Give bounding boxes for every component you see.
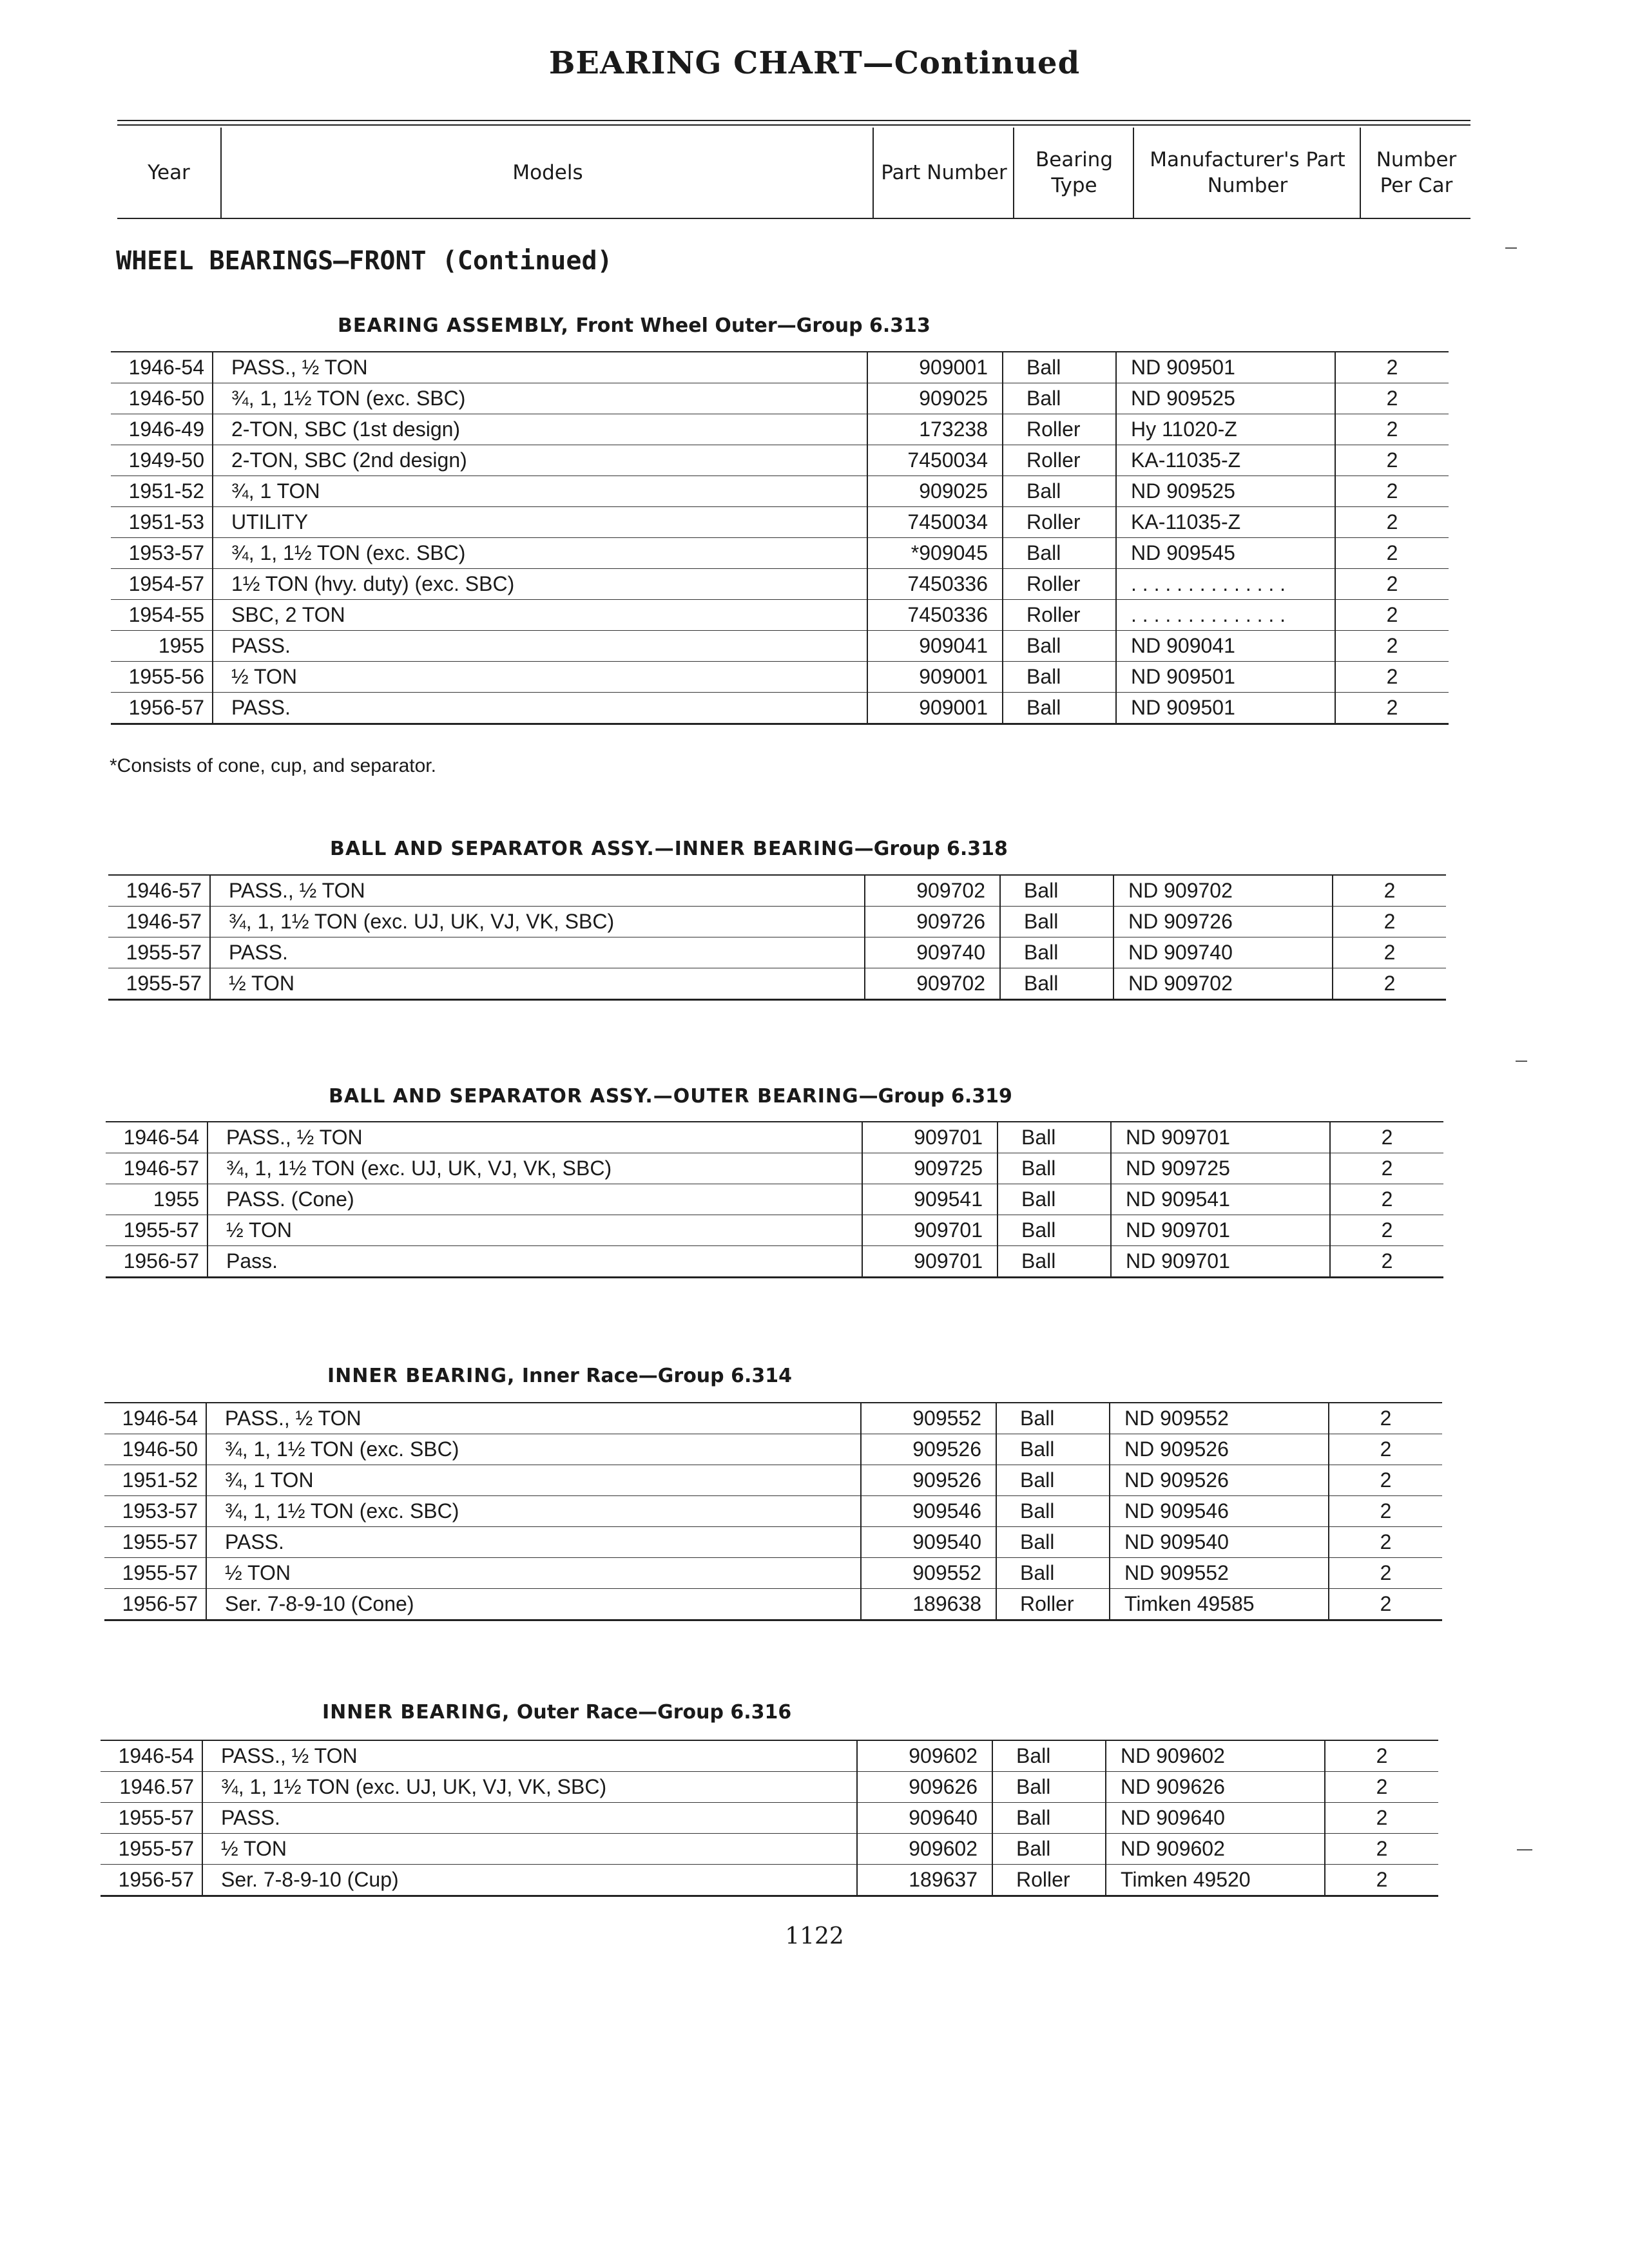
table-row: [104, 1558, 1442, 1589]
part-number-cell: 909526: [861, 1465, 996, 1496]
mfr-part-cell: ND 909526: [1110, 1434, 1329, 1465]
mfr-part-cell: ND 909740: [1113, 937, 1333, 968]
number-per-car-cell: 2: [1335, 693, 1449, 724]
number-per-car-cell: 2: [1335, 662, 1449, 693]
margin-mark: [1505, 247, 1517, 249]
mfr-part-cell: ND 909501: [1116, 662, 1335, 693]
bearing-type-cell: Ball: [1000, 875, 1113, 907]
section-title-rest: Outer Race—Group 6.316: [510, 1701, 792, 1724]
table-row: [111, 631, 1449, 662]
mfr-part-cell: . . . . . . . . . . . . . .: [1116, 600, 1335, 631]
year-cell: 1953-57: [111, 538, 213, 569]
part-number-cell: 909701: [862, 1122, 998, 1153]
number-per-car-cell: 2: [1335, 414, 1449, 445]
table-row: [101, 1740, 1438, 1772]
header-part-number: Part Number: [872, 128, 1014, 218]
part-number-cell: 7450034: [867, 445, 1003, 476]
year-cell: 1955-57: [106, 1215, 207, 1246]
bearing-type-cell: Roller: [1003, 414, 1116, 445]
table-row: [111, 569, 1449, 600]
bearing-type-cell: Ball: [996, 1403, 1110, 1434]
part-number-cell: 909702: [865, 875, 1000, 907]
model-cell: PASS.: [213, 631, 867, 662]
part-number-cell: 7450034: [867, 507, 1003, 538]
model-cell: PASS., ½ TON: [207, 1122, 862, 1153]
bearing-type-cell: Ball: [1003, 538, 1116, 569]
bearing-type-cell: Ball: [1000, 907, 1113, 937]
model-cell: ¾, 1, 1½ TON (exc. SBC): [213, 383, 867, 414]
table-row: [111, 445, 1449, 476]
model-cell: SBC, 2 TON: [213, 600, 867, 631]
bearing-type-cell: Ball: [1003, 352, 1116, 383]
table-row: [111, 352, 1449, 383]
mfr-part-cell: ND 909602: [1106, 1834, 1325, 1865]
model-cell: 2-TON, SBC (1st design): [213, 414, 867, 445]
bearing-type-cell: Ball: [998, 1246, 1111, 1278]
section-heading: WHEEL BEARINGS—FRONT (Continued): [116, 246, 613, 276]
model-cell: PASS.: [210, 937, 865, 968]
part-number-cell: 909546: [861, 1496, 996, 1527]
mfr-part-cell: ND 909640: [1106, 1803, 1325, 1834]
table-row: [101, 1834, 1438, 1865]
year-cell: 1954-57: [111, 569, 213, 600]
header-models: Models: [220, 128, 874, 218]
year-cell: 1955: [106, 1184, 207, 1215]
header-top-rule: [117, 120, 1470, 121]
mfr-part-cell: ND 909701: [1111, 1122, 1330, 1153]
part-number-cell: 909001: [867, 352, 1003, 383]
year-cell: 1946-57: [106, 1153, 207, 1184]
part-number-cell: 189637: [857, 1865, 992, 1896]
section-title: [327, 1365, 792, 1387]
mfr-part-cell: ND 909702: [1113, 968, 1333, 1000]
number-per-car-cell: 2: [1329, 1434, 1442, 1465]
bearing-table: [101, 1740, 1438, 1897]
margin-mark: [1517, 1849, 1532, 1850]
table-row: [101, 1865, 1438, 1896]
table-row: [106, 1122, 1443, 1153]
table-row: [104, 1496, 1442, 1527]
mfr-part-cell: ND 909726: [1113, 907, 1333, 937]
number-per-car-cell: 2: [1325, 1834, 1438, 1865]
year-cell: 1956-57: [106, 1246, 207, 1278]
year-cell: 1955-57: [101, 1834, 202, 1865]
year-cell: 1955: [111, 631, 213, 662]
page-title: BEARING CHART—Continued: [548, 45, 1081, 81]
mfr-part-cell: Hy 11020-Z: [1116, 414, 1335, 445]
model-cell: ½ TON: [207, 1215, 862, 1246]
mfr-part-cell: ND 909552: [1110, 1558, 1329, 1589]
part-number-cell: 909025: [867, 476, 1003, 507]
mfr-part-cell: ND 909501: [1116, 693, 1335, 724]
table-row: [106, 1184, 1443, 1215]
number-per-car-cell: 2: [1329, 1527, 1442, 1558]
section-title: [338, 314, 930, 337]
bearing-type-cell: Roller: [996, 1589, 1110, 1620]
model-cell: ½ TON: [202, 1834, 857, 1865]
section-title: [329, 1085, 1012, 1108]
section-title-caps: BALL AND SEPARATOR ASSY.—OUTER BEARING: [329, 1085, 859, 1108]
footnote: *Consists of cone, cup, and separator.: [110, 755, 436, 776]
bearing-type-cell: Ball: [998, 1215, 1111, 1246]
mfr-part-cell: ND 909501: [1116, 352, 1335, 383]
year-cell: 1955-57: [101, 1803, 202, 1834]
bearing-type-cell: Ball: [996, 1558, 1110, 1589]
number-per-car-cell: 2: [1335, 476, 1449, 507]
bearing-type-cell: Ball: [996, 1527, 1110, 1558]
model-cell: ¾, 1, 1½ TON (exc. UJ, UK, VJ, VK, SBC): [202, 1772, 857, 1803]
part-number-cell: 909001: [867, 662, 1003, 693]
model-cell: ½ TON: [206, 1558, 861, 1589]
mfr-part-cell: . . . . . . . . . . . . . .: [1116, 569, 1335, 600]
number-per-car-cell: 2: [1335, 445, 1449, 476]
mfr-part-cell: ND 909525: [1116, 383, 1335, 414]
part-number-cell: 909602: [857, 1740, 992, 1772]
model-cell: ½ TON: [210, 968, 865, 1000]
year-cell: 1956-57: [101, 1865, 202, 1896]
mfr-part-cell: ND 909540: [1110, 1527, 1329, 1558]
part-number-cell: 909740: [865, 937, 1000, 968]
part-number-cell: 909041: [867, 631, 1003, 662]
mfr-part-cell: ND 909541: [1111, 1184, 1330, 1215]
model-cell: PASS.: [202, 1803, 857, 1834]
year-cell: 1946-49: [111, 414, 213, 445]
bearing-type-cell: Ball: [998, 1184, 1111, 1215]
number-per-car-cell: 2: [1333, 937, 1446, 968]
number-per-car-cell: 2: [1329, 1558, 1442, 1589]
table-row: [111, 383, 1449, 414]
part-number-cell: 7450336: [867, 600, 1003, 631]
number-per-car-cell: 2: [1333, 907, 1446, 937]
table-row: [106, 1246, 1443, 1278]
section-title-caps: BALL AND SEPARATOR ASSY.—INNER BEARING: [330, 838, 854, 860]
bearing-table: [111, 351, 1449, 725]
mfr-part-cell: ND 909626: [1106, 1772, 1325, 1803]
year-cell: 1946-54: [106, 1122, 207, 1153]
bearing-type-cell: Ball: [1003, 662, 1116, 693]
part-number-cell: 189638: [861, 1589, 996, 1620]
number-per-car-cell: 2: [1325, 1740, 1438, 1772]
year-cell: 1955-57: [104, 1558, 206, 1589]
bearing-type-cell: Ball: [1000, 968, 1113, 1000]
table-row: [101, 1803, 1438, 1834]
bearing-type-cell: Roller: [1003, 569, 1116, 600]
section-title-rest: —Group 6.319: [858, 1085, 1012, 1108]
part-number-cell: 173238: [867, 414, 1003, 445]
part-number-cell: 909552: [861, 1558, 996, 1589]
model-cell: ¾, 1, 1½ TON (exc. UJ, UK, VJ, VK, SBC): [207, 1153, 862, 1184]
number-per-car-cell: 2: [1329, 1496, 1442, 1527]
section-title: [322, 1701, 791, 1724]
bearing-type-cell: Ball: [1003, 631, 1116, 662]
model-cell: PASS.: [213, 693, 867, 724]
model-cell: PASS., ½ TON: [202, 1740, 857, 1772]
bearing-table: [108, 874, 1446, 1001]
year-cell: 1946-54: [104, 1403, 206, 1434]
model-cell: PASS.: [206, 1527, 861, 1558]
margin-mark: [1516, 1061, 1527, 1062]
table-row: [108, 968, 1446, 1000]
year-cell: 1946-50: [111, 383, 213, 414]
bearing-type-cell: Ball: [992, 1772, 1106, 1803]
number-per-car-cell: 2: [1335, 538, 1449, 569]
section-title-caps: INNER BEARING,: [322, 1701, 510, 1724]
table-row: [106, 1153, 1443, 1184]
year-cell: 1946-50: [104, 1434, 206, 1465]
header-number-per-car: Number Per Car: [1360, 128, 1472, 218]
bearing-type-cell: Ball: [992, 1740, 1106, 1772]
part-number-cell: 909001: [867, 693, 1003, 724]
part-number-cell: 7450336: [867, 569, 1003, 600]
bearing-type-cell: Roller: [992, 1865, 1106, 1896]
number-per-car-cell: 2: [1330, 1184, 1443, 1215]
year-cell: 1951-52: [104, 1465, 206, 1496]
model-cell: Ser. 7-8-9-10 (Cup): [202, 1865, 857, 1896]
model-cell: 2-TON, SBC (2nd design): [213, 445, 867, 476]
bearing-type-cell: Ball: [1003, 693, 1116, 724]
bearing-type-cell: Roller: [1003, 445, 1116, 476]
model-cell: UTILITY: [213, 507, 867, 538]
year-cell: 1949-50: [111, 445, 213, 476]
table-row: [106, 1215, 1443, 1246]
section-title: [330, 838, 1008, 860]
number-per-car-cell: 2: [1335, 600, 1449, 631]
section-title-rest: —Group 6.318: [854, 838, 1008, 860]
model-cell: 1½ TON (hvy. duty) (exc. SBC): [213, 569, 867, 600]
year-cell: 1954-55: [111, 600, 213, 631]
part-number-cell: 909025: [867, 383, 1003, 414]
section-title-rest: Inner Race—Group 6.314: [515, 1365, 792, 1387]
table-row: [108, 875, 1446, 907]
table-row: [111, 600, 1449, 631]
number-per-car-cell: 2: [1325, 1803, 1438, 1834]
model-cell: ¾, 1, 1½ TON (exc. SBC): [213, 538, 867, 569]
year-cell: 1956-57: [111, 693, 213, 724]
bearing-type-cell: Ball: [1003, 383, 1116, 414]
table-row: [111, 414, 1449, 445]
part-number-cell: 909701: [862, 1215, 998, 1246]
model-cell: ½ TON: [213, 662, 867, 693]
number-per-car-cell: 2: [1330, 1153, 1443, 1184]
year-cell: 1946-57: [108, 875, 210, 907]
part-number-cell: 909541: [862, 1184, 998, 1215]
table-row: [104, 1434, 1442, 1465]
mfr-part-cell: ND 909041: [1116, 631, 1335, 662]
bearing-type-cell: Ball: [998, 1122, 1111, 1153]
number-per-car-cell: 2: [1333, 875, 1446, 907]
bearing-type-cell: Ball: [992, 1834, 1106, 1865]
number-per-car-cell: 2: [1329, 1465, 1442, 1496]
year-cell: 1951-53: [111, 507, 213, 538]
table-row: [108, 937, 1446, 968]
table-row: [108, 907, 1446, 937]
table-row: [104, 1589, 1442, 1620]
year-cell: 1955-57: [108, 937, 210, 968]
number-per-car-cell: 2: [1330, 1246, 1443, 1278]
number-per-car-cell: 2: [1330, 1122, 1443, 1153]
table-row: [111, 538, 1449, 569]
table-row: [111, 507, 1449, 538]
number-per-car-cell: 2: [1330, 1215, 1443, 1246]
model-cell: PASS., ½ TON: [206, 1403, 861, 1434]
mfr-part-cell: Timken 49585: [1110, 1589, 1329, 1620]
part-number-cell: 909701: [862, 1246, 998, 1278]
column-header: [117, 128, 1470, 219]
number-per-car-cell: 2: [1335, 383, 1449, 414]
year-cell: 1946-54: [101, 1740, 202, 1772]
bearing-type-cell: Ball: [998, 1153, 1111, 1184]
table-row: [104, 1465, 1442, 1496]
year-cell: 1956-57: [104, 1589, 206, 1620]
table-row: [104, 1527, 1442, 1558]
number-per-car-cell: 2: [1335, 631, 1449, 662]
model-cell: PASS., ½ TON: [210, 875, 865, 907]
part-number-cell: 909702: [865, 968, 1000, 1000]
part-number-cell: 909626: [857, 1772, 992, 1803]
bearing-type-cell: Roller: [1003, 507, 1116, 538]
number-per-car-cell: 2: [1329, 1589, 1442, 1620]
bearing-type-cell: Ball: [992, 1803, 1106, 1834]
bearing-table: [106, 1121, 1443, 1278]
number-per-car-cell: 2: [1335, 352, 1449, 383]
part-number-cell: 909540: [861, 1527, 996, 1558]
year-cell: 1955-57: [104, 1527, 206, 1558]
mfr-part-cell: Timken 49520: [1106, 1865, 1325, 1896]
bearing-type-cell: Ball: [996, 1434, 1110, 1465]
header-year: Year: [148, 161, 190, 184]
header-top-rule-2: [117, 124, 1470, 126]
bearing-type-cell: Roller: [1003, 600, 1116, 631]
mfr-part-cell: ND 909526: [1110, 1465, 1329, 1496]
year-cell: 1955-57: [108, 968, 210, 1000]
year-cell: 1946-54: [111, 352, 213, 383]
year-cell: 1946-57: [108, 907, 210, 937]
model-cell: PASS. (Cone): [207, 1184, 862, 1215]
number-per-car-cell: 2: [1325, 1772, 1438, 1803]
year-cell: 1946.57: [101, 1772, 202, 1803]
bearing-type-cell: Ball: [1003, 476, 1116, 507]
mfr-part-cell: ND 909525: [1116, 476, 1335, 507]
section-title-caps: INNER BEARING,: [327, 1365, 516, 1387]
number-per-car-cell: 2: [1335, 569, 1449, 600]
mfr-part-cell: ND 909602: [1106, 1740, 1325, 1772]
mfr-part-cell: ND 909725: [1111, 1153, 1330, 1184]
part-number-cell: 909526: [861, 1434, 996, 1465]
mfr-part-cell: ND 909702: [1113, 875, 1333, 907]
number-per-car-cell: 2: [1329, 1403, 1442, 1434]
model-cell: ¾, 1, 1½ TON (exc. SBC): [206, 1434, 861, 1465]
bearing-table: [104, 1402, 1442, 1621]
section-title-caps: BEARING ASSEMBLY,: [338, 314, 569, 337]
table-row: [111, 662, 1449, 693]
part-number-cell: 909725: [862, 1153, 998, 1184]
mfr-part-cell: ND 909546: [1110, 1496, 1329, 1527]
model-cell: ¾, 1, 1½ TON (exc. SBC): [206, 1496, 861, 1527]
table-row: [101, 1772, 1438, 1803]
mfr-part-cell: ND 909545: [1116, 538, 1335, 569]
part-number-cell: 909640: [857, 1803, 992, 1834]
model-cell: ¾, 1, 1½ TON (exc. UJ, UK, VJ, VK, SBC): [210, 907, 865, 937]
bearing-type-cell: Ball: [996, 1496, 1110, 1527]
model-cell: Ser. 7-8-9-10 (Cone): [206, 1589, 861, 1620]
mfr-part-cell: KA-11035-Z: [1116, 445, 1335, 476]
model-cell: ¾, 1 TON: [206, 1465, 861, 1496]
page-number: 1122: [785, 1923, 844, 1950]
mfr-part-cell: ND 909701: [1111, 1215, 1330, 1246]
section-title-rest: Front Wheel Outer—Group 6.313: [568, 314, 930, 337]
part-number-cell: 909552: [861, 1403, 996, 1434]
header-bearing-type: Bearing Type: [1013, 128, 1134, 218]
table-row: [111, 476, 1449, 507]
year-cell: 1955-56: [111, 662, 213, 693]
table-row: [111, 693, 1449, 724]
bearing-type-cell: Ball: [1000, 937, 1113, 968]
mfr-part-cell: ND 909552: [1110, 1403, 1329, 1434]
model-cell: ¾, 1 TON: [213, 476, 867, 507]
mfr-part-cell: ND 909701: [1111, 1246, 1330, 1278]
part-number-cell: 909726: [865, 907, 1000, 937]
number-per-car-cell: 2: [1333, 968, 1446, 1000]
number-per-car-cell: 2: [1325, 1865, 1438, 1896]
table-row: [104, 1403, 1442, 1434]
number-per-car-cell: 2: [1335, 507, 1449, 538]
part-number-cell: 909602: [857, 1834, 992, 1865]
bearing-type-cell: Ball: [996, 1465, 1110, 1496]
model-cell: PASS., ½ TON: [213, 352, 867, 383]
year-cell: 1951-52: [111, 476, 213, 507]
part-number-cell: *909045: [867, 538, 1003, 569]
model-cell: Pass.: [207, 1246, 862, 1278]
year-cell: 1953-57: [104, 1496, 206, 1527]
mfr-part-cell: KA-11035-Z: [1116, 507, 1335, 538]
header-mfr-part-number: Manufacturer's Part Number: [1133, 128, 1361, 218]
